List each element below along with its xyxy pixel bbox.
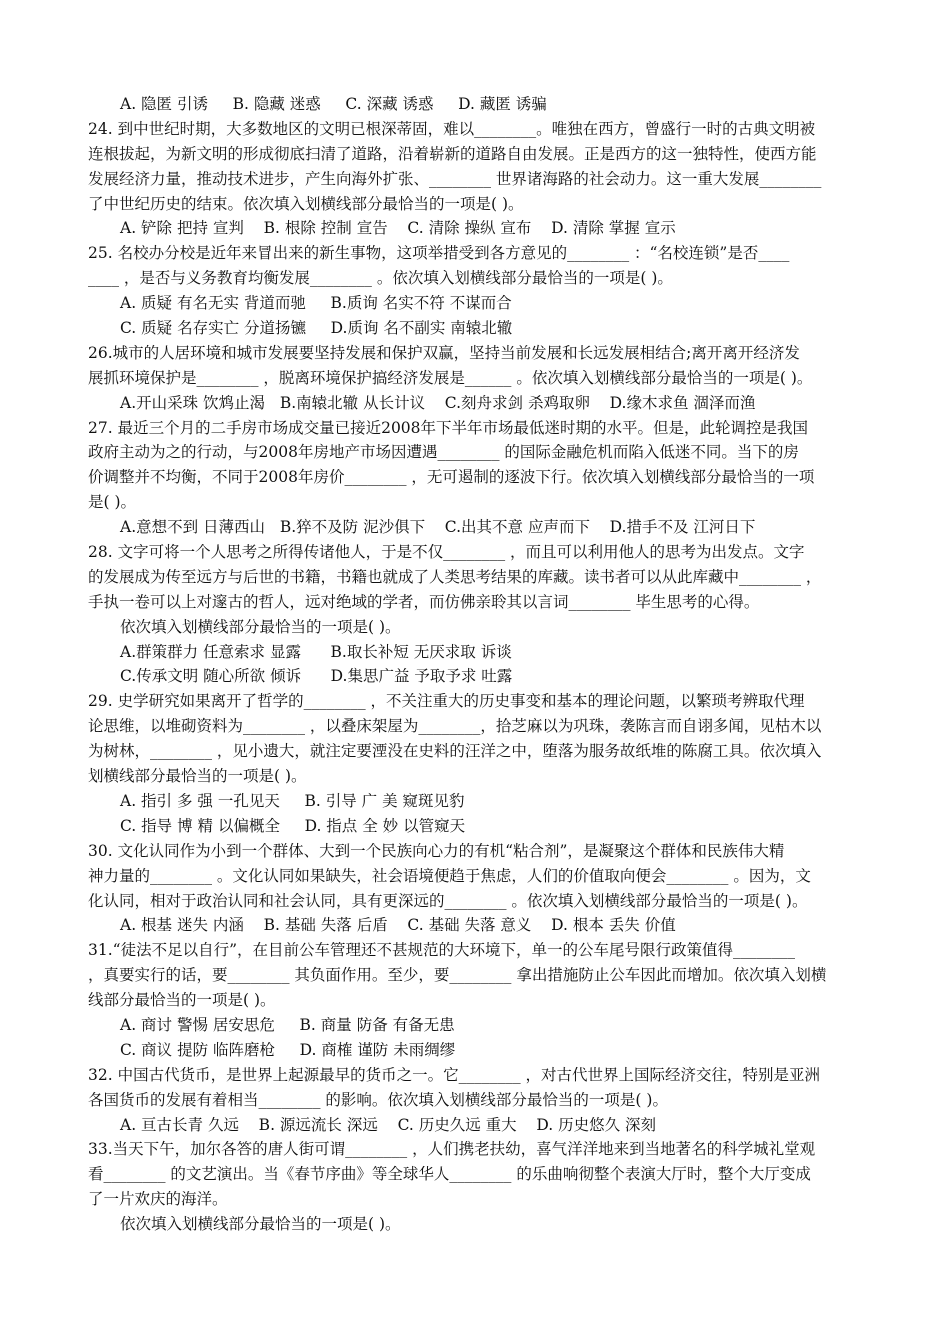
text-line: A. 亘古长青 久远 B. 源远流长 深远 C. 历史久远 重大 D. 历史悠久 深刻 [120,1115,657,1134]
text-line: C.传承文明 随心所欲 倾诉 D.集思广益 予取予求 吐露 [120,667,513,686]
text-line: A. 质疑 有名无实 背道而驰 B.质询 名实不符 不谋而合 [120,294,512,313]
text-line: 33.当天下午，加尔各答的唐人街可谓________ ，人们携老扶幼，喜气洋洋地来到当地著名的科学城礼堂观 [88,1140,816,1159]
text-line: C. 指导 博 精 以偏概全 D. 指点 全 妙 以管窥天 [120,816,466,835]
text-line: A. 根基 迷失 内涵 B. 基础 失落 后盾 C. 基础 失落 意义 D. 根本 丢失 价值 [120,916,676,935]
text-line: 化认同，相对于政治认同和社会认同，具有更深远的________ 。依次填入划横线部分最恰当的一项是( )。 [88,891,808,910]
text-line: 各国货币的发展有着相当________ 的影响。依次填入划横线部分最恰当的一项是( )。 [88,1090,668,1109]
text-line: A.意想不到 日薄西山 B.猝不及防 泥沙俱下 C.出其不意 应声而下 D.措手不及 江河日下 [120,518,756,537]
text-line: A. 铲除 把持 宣判 B. 根除 控制 宣告 C. 清除 操纵 宣布 D. 清除 掌握 宣示 [120,219,676,238]
text-line: ____ ，是否与义务教育均衡发展________ 。依次填入划横线部分最恰当的一项是( )。 [88,269,673,288]
text-line: 线部分最恰当的一项是( )。 [88,991,276,1010]
text-line: 论思维，以堆砌资料为________ ，以叠床架屋为________，拾芝麻以为巩珠，袭陈言而自诩多闻，见枯木以 [88,717,822,736]
text-line: A.群策群力 任意索求 显露 B.取长补短 无厌求取 诉谈 [120,642,512,661]
text-line: 了中世纪历史的结束。依次填入划横线部分最恰当的一项是( )。 [88,194,524,213]
text-line: 发展经济力量，推动技术进步，产生向海外扩张、________ 世界诸海路的社会动力。这一重大发展________ [88,169,822,188]
text-line: 依次填入划横线部分最恰当的一项是( )。 [120,1215,401,1234]
text-line: ，真要实行的话，要________ 其负面作用。至少，要________ 拿出措施防止公车因此而增加。依次填入划横 [88,966,827,985]
text-line: 为树林，________ ，见小遗大，就注定要湮没在史料的汪洋之中，堕落为服务故纸堆的陈腐工具。依次填入 [88,742,822,761]
text-line: 展抓环境保护是________ ，脱离环境保护搞经济发展是______ 。依次填入划横线部分最恰当的一项是( )。 [88,368,813,387]
text-line: 29. 史学研究如果离开了哲学的________ ，不关注重大的历史事变和基本的理论问题，以繁琐考辨取代理 [88,692,805,711]
text-line: 30. 文化认同作为小到一个群体、大到一个民族向心力的有机“粘合剂”，是凝聚这个群体和民族伟大精 [88,841,785,860]
document-page [88,92,868,1237]
text-line: 26.城市的人居环境和城市发展要坚持发展和保护双赢，坚持当前发展和长远发展相结合;离开离开经济发 [88,343,800,362]
text-line: 32. 中国古代货币，是世界上起源最早的货币之一。它________ ，对古代世界上国际经济交往，特别是亚洲 [88,1065,821,1084]
text-line: A. 隐匿 引诱 B. 隐藏 迷惑 C. 深藏 诱惑 D. 藏匿 诱骗 [120,95,547,113]
text-line: 27. 最近三个月的二手房市场成交量已接近2008年下半年市场最低迷时期的水平。但是，此轮调控是我国 [88,418,809,437]
text-line: 看________ 的文艺演出。当《春节序曲》等全球华人________ 的乐曲响彻整个表演大厅时，整个大厅变成 [88,1165,811,1184]
text-line: C. 商议 提防 临阵磨枪 D. 商榷 谨防 未雨绸缪 [120,1040,456,1059]
text-line: 政府主动为之的行动，与2008年房地产市场因遭遇________ 的国际金融危机而陷入低迷不同。当下的房 [88,443,799,462]
text-line: 价调整并不均衡，不同于2008年房价________ ，无可遏制的逐波下行。依次填入划横线部分最恰当的一项 [88,468,815,487]
text-line: 25. 名校办分校是近年来冒出来的新生事物，这项举措受到各方意见的________ ：“名校连锁”是否____ [88,244,790,263]
text-line: 的发展成为传至远方与后世的书籍，书籍也就成了人类思考结果的库藏。读书者可以从此库藏中________ ， [88,567,822,586]
text-line: 了一片欢庆的海洋。 [88,1190,228,1209]
text-line: 24. 到中世纪时期，大多数地区的文明已根深蒂固，难以________。唯独在西方，曾盛行一时的古典文明被 [88,119,816,138]
text-line: 连根拔起，为新文明的形成彻底扫清了道路，沿着崭新的道路自由发展。正是西方的这一独特性，使西方能 [88,144,817,163]
text-line: 划横线部分最恰当的一项是( )。 [88,767,307,786]
text-line: 依次填入划横线部分最恰当的一项是( )。 [120,617,401,636]
text-line: A. 指引 多 强 一孔见天 B. 引导 广 美 窥斑见豹 [120,791,465,810]
text-line: A.开山采珠 饮鸩止渴 B.南辕北辙 从长计议 C.刻舟求剑 杀鸡取卵 D.缘木求鱼 涸泽而渔 [120,393,756,412]
text-line: 28. 文字可将一个人思考之所得传诸他人，于是不仅________ ，而且可以利用他人的思考为出发点。文字 [88,543,805,562]
text-line: 31.“徒法不足以自行”，在目前公车管理还不甚规范的大环境下，单一的公车尾号限行政策值得________ [88,941,796,960]
text-line: 是( )。 [88,493,137,512]
text-line: 手执一卷可以上对邃古的哲人，远对绝域的学者，而仿佛亲聆其以言词________ 毕生思考的心得。 [88,592,760,611]
text-line: C. 质疑 名存实亡 分道扬镳 D.质询 名不副实 南辕北辙 [120,319,513,338]
text-line: A. 商讨 警惕 居安思危 B. 商量 防备 有备无患 [120,1015,455,1034]
text-line: 神力量的________ 。文化认同如果缺失，社会语境便趋于焦虑，人们的价值取向便会________ 。因为，文 [88,866,811,885]
